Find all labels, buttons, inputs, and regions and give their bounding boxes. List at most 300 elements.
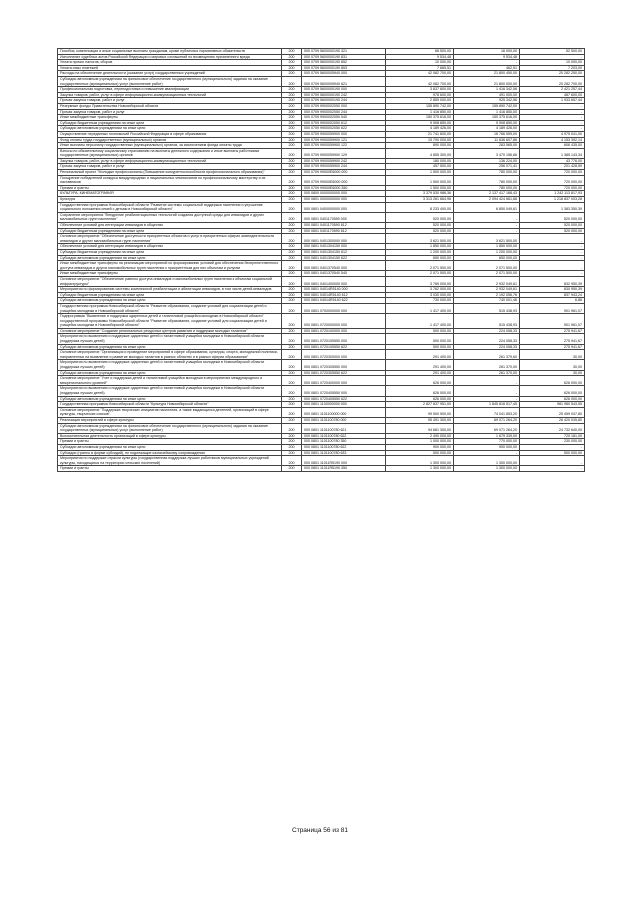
row-budget-code: 000 0801 0401304150 622 — [302, 255, 386, 261]
row-approved: 9 908 850,00 — [386, 120, 454, 126]
row-executed: 261 370,00 — [454, 360, 520, 370]
row-name: Иные межбюджетные трансферты на реализацию мероприятий по формированию условий для обеспечения беспрепятственного доступа инвалидов и других маломобильных групп населения к приоритетным для них объектам и услугам — [58, 261, 282, 271]
row-approved: 650 000,00 — [386, 255, 454, 261]
row-code: 200 — [282, 350, 302, 360]
row-code: 200 — [282, 109, 302, 115]
row-name: Субсидии автономным учреждениям на иные цели — [58, 344, 282, 350]
row-executed: 224 058,33 — [454, 334, 520, 344]
row-code: 200 — [282, 439, 302, 445]
row-code: 200 — [282, 261, 302, 271]
row-name: Уплата прочих налогов, сборов — [58, 60, 282, 66]
row-budget-code: 000 0801 0720405550 622 — [302, 396, 386, 402]
table-row — [58, 370, 585, 376]
row-name: Прочая закупка товаров, работ и услуг — [58, 109, 282, 115]
row-budget-code: 000 0709 9900059900 244 — [302, 164, 386, 170]
row-unexecuted: - — [520, 444, 585, 450]
table-row — [58, 103, 585, 109]
row-approved: 9 534,48 — [386, 54, 454, 60]
row-approved: 2 071 500,00 — [386, 261, 454, 271]
row-budget-code: 000 0801 0401170590 000 — [302, 212, 386, 222]
row-name: Вспомогательная деятельность организаций в сфере культуры — [58, 433, 282, 439]
row-executed: 740 001,46 — [454, 298, 520, 304]
row-name: Мероприятия по формированию системы комплексной реабилитации и абилитации инвалидов, в том числе детей-инвалидов — [58, 287, 282, 293]
row-executed: - — [454, 386, 520, 396]
row-executed: 16 766 559,00 — [454, 131, 520, 137]
row-approved: 1 417 400,00 — [386, 303, 454, 313]
row-unexecuted: 4 153 392,14 — [520, 137, 585, 143]
row-name: Государственная программа Новосибирской области "Развитие системы социальной поддержки населения и улучшение социального положения семей с детьми в Новосибирской области" — [58, 202, 282, 212]
row-executed: 21 800 000,00 — [454, 76, 520, 86]
row-unexecuted: - — [520, 249, 585, 255]
budget-table — [57, 48, 585, 472]
row-unexecuted: 720 000,00 — [520, 175, 585, 185]
row-executed: - — [454, 228, 520, 234]
row-approved: 457 500,00 — [386, 164, 454, 170]
row-budget-code: 000 0801 1101100000 000 — [302, 407, 386, 417]
page-number: Страница 56 из 81 — [292, 827, 348, 834]
row-unexecuted: - — [520, 456, 585, 466]
row-code: 200 — [282, 223, 302, 229]
row-code: 200 — [282, 249, 302, 255]
row-unexecuted: 20 282 700,00 — [520, 76, 585, 86]
row-executed: 2 094 424 661,68 — [454, 197, 520, 203]
row-budget-code: 000 0709 9900002050 612 — [302, 120, 386, 126]
row-name: Государственная программа Новосибирской области "Развитие образования, создание условий для социализации детей и учащейся молодежи в Новосибирской области" — [58, 303, 282, 313]
table-row — [58, 212, 585, 222]
row-approved: 94 681 300,00 — [386, 423, 454, 433]
row-name: Основное мероприятие "Обеспечение равного доступа инвалидов и маломобильных групп населения к объектам социальной инфраструктуры" — [58, 276, 282, 286]
row-unexecuted: 10 000,00 — [520, 60, 585, 66]
row-code: 200 — [282, 65, 302, 71]
row-unexecuted: 26 420 035,80 — [520, 417, 585, 423]
table-row — [58, 298, 585, 304]
table-row — [58, 148, 585, 158]
row-approved: 291 400,00 — [386, 370, 454, 376]
row-budget-code: 000 0801 0401400000 000 — [302, 276, 386, 286]
row-name: Субсидии автономным учреждениям на финансовое обеспечение государственного (муниципального) задания на оказание государственных (муниципальных) услуг (выполнение работ) — [58, 76, 282, 86]
table-body — [58, 49, 585, 472]
row-code: 200 — [282, 402, 302, 408]
row-executed: 1 416 850,00 — [454, 109, 520, 115]
row-code: 200 — [282, 76, 302, 86]
row-budget-code: 000 0801 0000000000 000 — [302, 197, 386, 203]
row-executed: 2 071 500,00 — [454, 261, 520, 271]
row-code: 200 — [282, 466, 302, 472]
row-approved: 3 313 261 664,96 — [386, 197, 454, 203]
row-budget-code: 000 0801 04014R5140 612 — [302, 292, 386, 298]
row-unexecuted: - — [520, 234, 585, 244]
row-executed: 261 370,00 — [454, 370, 520, 376]
row-unexecuted: 275 941,67 — [520, 334, 585, 344]
row-budget-code: 000 0801 11011R5190 000 — [302, 456, 386, 466]
row-budget-code: 000 0709 5600000190 242 — [302, 92, 386, 98]
row-approved: 99 500 900,00 — [386, 407, 454, 417]
row-executed: 900 000,00 — [454, 444, 520, 450]
table-row — [58, 175, 585, 185]
row-unexecuted: - — [520, 103, 585, 109]
row-approved: 1 300 000,00 — [386, 466, 454, 472]
row-name: Субсидии бюджетным учреждениям на иные цели — [58, 120, 282, 126]
row-budget-code: 000 0709 5600000190 321 — [302, 49, 386, 55]
row-unexecuted: 30,00 — [520, 370, 585, 376]
row-approved: 15 790 000,00 — [386, 137, 454, 143]
row-executed: 1 679 339,00 — [454, 433, 520, 439]
row-approved: 291 400,00 — [386, 350, 454, 360]
row-approved: 520 000,00 — [386, 212, 454, 222]
row-approved: 1 417 400,00 — [386, 314, 454, 329]
row-budget-code: 000 0801 0401304150 000 — [302, 244, 386, 250]
row-code: 200 — [282, 255, 302, 261]
row-approved: 21 741 600,00 — [386, 131, 454, 137]
row-approved: 978 600,00 — [386, 92, 454, 98]
row-budget-code: 000 0709 9900059900 121 — [302, 137, 386, 143]
row-budget-code: 000 0801 0401170590 612 — [302, 223, 386, 229]
row-name: Субсидии автономным учреждениям на иные цели — [58, 444, 282, 450]
report-sheet — [57, 48, 584, 472]
row-budget-code: 000 0801 1101100780 622 — [302, 433, 386, 439]
row-code: 200 — [282, 344, 302, 350]
table-row — [58, 244, 585, 250]
row-approved: 2 071 500,00 — [386, 271, 454, 277]
row-budget-code: 000 0709 5600000190 831 — [302, 54, 386, 60]
row-unexecuted: 520 000,00 — [520, 212, 585, 222]
row-approved: 500 000,00 — [386, 450, 454, 456]
row-unexecuted: 201 428,59 — [520, 164, 585, 170]
table-row — [58, 87, 585, 93]
row-executed: 256 071,41 — [454, 164, 520, 170]
row-budget-code: 000 0709 99000E6000 000 — [302, 175, 386, 185]
row-executed: 150 375 616,00 — [454, 115, 520, 121]
row-executed: 283 565,00 — [454, 143, 520, 149]
row-executed: 1 300 000,00 — [454, 456, 520, 466]
row-executed: 2 932 049,61 — [454, 276, 520, 286]
row-executed: 2 932 049,61 — [454, 287, 520, 293]
row-code: 200 — [282, 170, 302, 176]
row-code: 200 — [282, 54, 302, 60]
row-executed: 74 041 853,20 — [454, 407, 520, 417]
row-code: 200 — [282, 234, 302, 244]
row-name: Иные межбюджетные трансферты — [58, 271, 282, 277]
row-approved: 180 000,00 — [386, 158, 454, 164]
row-executed: 780 000,00 — [454, 185, 520, 191]
row-name: Субсидии (гранты в форме субсидий), не подлежащие казначейскому сопровождению — [58, 450, 282, 456]
row-approved: 500 000,00 — [386, 334, 454, 344]
row-approved: 4 189 426,00 — [386, 126, 454, 132]
row-unexecuted: - — [520, 120, 585, 126]
row-executed: 16 000,00 — [454, 49, 520, 55]
row-name: Культура — [58, 197, 282, 203]
row-code: 200 — [282, 271, 302, 277]
row-approved: 1 000 000,00 — [386, 439, 454, 445]
row-approved: 520 000,00 — [386, 223, 454, 229]
row-executed: 69 071 264,20 — [454, 417, 520, 423]
row-executed: 11 636 607,86 — [454, 137, 520, 143]
table-row — [58, 255, 585, 261]
row-executed: 462,51 — [454, 65, 520, 71]
row-approved: 730 000,00 — [386, 298, 454, 304]
row-name: Реализация мероприятий в сфере культуры — [58, 417, 282, 423]
row-executed: 136 224,00 — [454, 158, 520, 164]
row-approved: 2 827 837 951,00 — [386, 402, 454, 408]
row-unexecuted: 830 950,39 — [520, 287, 585, 293]
row-code: 200 — [282, 328, 302, 334]
row-approved: 900 000,00 — [386, 444, 454, 450]
row-unexecuted: - — [520, 271, 585, 277]
row-code: 200 — [282, 131, 302, 137]
row-code: 200 — [282, 360, 302, 370]
row-code: 200 — [282, 92, 302, 98]
row-executed: 1 416 342,56 — [454, 87, 520, 93]
row-budget-code: 000 0801 0720305550 000 — [302, 360, 386, 370]
row-name: Основное мероприятие "Поддержка творческих инициатив населения, а также выдающихся деятелей, организаций в сфере культуры, творческих союзов" — [58, 407, 282, 417]
row-budget-code: 000 0709 99000E6000 350 — [302, 185, 386, 191]
row-budget-code: 000 0801 0720105550 622 — [302, 344, 386, 350]
row-executed: 3 621 500,00 — [454, 234, 520, 244]
table-row — [58, 158, 585, 164]
row-code: 200 — [282, 244, 302, 250]
row-executed: 9 908 850,00 — [454, 120, 520, 126]
row-unexecuted: 720 181,00 — [520, 433, 585, 439]
row-code: 200 — [282, 71, 302, 77]
row-code: 200 — [282, 103, 302, 109]
table-row — [58, 360, 585, 370]
row-code: 200 — [282, 98, 302, 104]
row-code: 200 — [282, 423, 302, 433]
row-budget-code: 000 0709 5600005940 000 — [302, 71, 386, 77]
row-approved: 3 621 500,00 — [386, 234, 454, 244]
row-code: 200 — [282, 334, 302, 344]
row-name: Основное мероприятие "Обеспечение доступности приоритетных объектов и услуг в приоритетных сферах жизнедеятельности инвалидов и других маломобильных групп населения" — [58, 234, 282, 244]
row-code: 200 — [282, 158, 302, 164]
row-budget-code: 000 0800 0000000000 000 — [302, 191, 386, 197]
row-unexecuted: 275 941,67 — [520, 328, 585, 334]
table-row — [58, 76, 585, 86]
table-row — [58, 386, 585, 396]
row-executed: 925 342,56 — [454, 98, 520, 104]
row-budget-code: 000 0801 0720000000 000 — [302, 314, 386, 329]
row-executed: 1 845 816 517,45 — [454, 402, 520, 408]
row-name: Поощрение победителей конкурса международных и национальных чемпионатов по профессиональному мастерству и их наставников — [58, 175, 282, 185]
row-unexecuted: 24 732 640,00 — [520, 423, 585, 433]
row-budget-code: 000 0709 9900002050 244 — [302, 109, 386, 115]
row-approved: 500 000,00 — [386, 328, 454, 334]
table-row — [58, 143, 585, 149]
row-name: КУЛЬТУРА, КИНЕМАТОГРАФИЯ — [58, 191, 282, 197]
row-executed: 780 000,00 — [454, 175, 520, 185]
row-code: 200 — [282, 164, 302, 170]
row-name: Закупка товаров, работ, услуг в сфере информационно-коммуникационных технологий — [58, 92, 282, 98]
row-executed: 155 890 742,00 — [454, 103, 520, 109]
row-budget-code: 000 0801 1101100780 621 — [302, 423, 386, 433]
table-row — [58, 71, 585, 77]
row-executed: 1 200 000,00 — [454, 249, 520, 255]
row-unexecuted: 1 385 143,34 — [520, 148, 585, 158]
row-name: Субсидии бюджетным учреждениям на иные цели — [58, 228, 282, 234]
table-row — [58, 49, 585, 55]
row-name: Обеспечение условий для интеграции инвалидов в общество — [58, 223, 282, 229]
row-code: 200 — [282, 298, 302, 304]
table-row — [58, 131, 585, 137]
table-row — [58, 92, 585, 98]
row-unexecuted: 4 975 041,00 — [520, 131, 585, 137]
table-row — [58, 402, 585, 408]
row-name: Фонд оплаты труда государственных (муниципальных) органов — [58, 137, 282, 143]
row-code: 200 — [282, 450, 302, 456]
table-row — [58, 170, 585, 176]
row-executed: - — [454, 223, 520, 229]
row-name: Региональный проект "Молодые профессионалы (Повышение конкурентоспособности профессионального образования)" — [58, 170, 282, 176]
row-budget-code: 000 0709 9900059900 129 — [302, 148, 386, 158]
row-budget-code: 000 0801 0401370540 000 — [302, 261, 386, 271]
row-unexecuted: 837 943,24 — [520, 292, 585, 298]
row-approved: 7 665,51 — [386, 65, 454, 71]
row-name: Премии и гранты — [58, 439, 282, 445]
row-code: 200 — [282, 191, 302, 197]
row-code: 200 — [282, 396, 302, 402]
row-executed: 69 071 264,20 — [454, 423, 520, 433]
row-executed: 2 137 417 168,43 — [454, 191, 520, 197]
row-unexecuted: - — [520, 126, 585, 132]
row-unexecuted: 626 000,00 — [520, 396, 585, 402]
table-row — [58, 334, 585, 344]
row-approved: 1 500 000,00 — [386, 185, 454, 191]
row-code: 200 — [282, 87, 302, 93]
row-approved: 3 762 000,00 — [386, 287, 454, 293]
row-name: Осуществление переданных полномочий Российской Федерации в сфере образования — [58, 131, 282, 137]
row-code: 200 — [282, 287, 302, 293]
row-budget-code: 000 0709 9900059900 242 — [302, 158, 386, 164]
row-executed: 515 438,93 — [454, 314, 520, 329]
row-unexecuted: 500 000,00 — [520, 450, 585, 456]
row-unexecuted: 720 000,00 — [520, 185, 585, 191]
row-name: Прочая закупка товаров, работ и услуг — [58, 164, 282, 170]
row-approved: 3 030 000,00 — [386, 292, 454, 298]
row-approved: 150 375 616,00 — [386, 115, 454, 121]
row-code: 200 — [282, 376, 302, 386]
row-budget-code: 000 0709 9900002050 622 — [302, 126, 386, 132]
row-unexecuted: 520 000,00 — [520, 228, 585, 234]
row-budget-code: 000 0801 1101100780 633 — [302, 450, 386, 456]
row-approved: 1 500 000,00 — [386, 175, 454, 185]
table-row — [58, 433, 585, 439]
row-executed: 491 000,00 — [454, 92, 520, 98]
row-budget-code: 000 0801 0720100000 000 — [302, 328, 386, 334]
row-approved: 626 000,00 — [386, 396, 454, 402]
table-row — [58, 303, 585, 313]
table-row — [58, 328, 585, 334]
row-name: Мероприятия по поддержке отрасли культуры (государственная поддержка лучших работников муниципальных учреждений культуры, находящихся на территории сельских поселений) — [58, 456, 282, 466]
row-approved: 66 500,00 — [386, 49, 454, 55]
row-name: Субсидии автономным учреждениям на иные цели — [58, 396, 282, 402]
row-budget-code: 000 0801 0700000000 000 — [302, 303, 386, 313]
row-code: 200 — [282, 120, 302, 126]
table-row — [58, 292, 585, 298]
row-name: Исполнение судебных актов Российской Федерации и мировых соглашений по возмещению причиненного вреда — [58, 54, 282, 60]
row-executed: 3 470 156,66 — [454, 148, 520, 158]
row-unexecuted: 1 933 657,44 — [520, 98, 585, 104]
row-unexecuted: 30,00 — [520, 360, 585, 370]
row-unexecuted: 981 980 543,55 — [520, 402, 585, 408]
row-unexecuted: 6,86 — [520, 298, 585, 304]
row-budget-code: 000 0709 9900002050 540 — [302, 115, 386, 121]
row-executed: 1 300 000,00 — [454, 466, 520, 472]
row-budget-code: 000 0801 0720400000 000 — [302, 376, 386, 386]
row-executed: - — [454, 450, 520, 456]
row-executed: - — [454, 396, 520, 402]
table-row — [58, 407, 585, 417]
row-approved: 626 000,00 — [386, 376, 454, 386]
row-executed: 770 000,00 — [454, 439, 520, 445]
row-unexecuted: 832 950,39 — [520, 276, 585, 286]
row-approved: 95 491 300,00 — [386, 417, 454, 423]
row-code: 200 — [282, 185, 302, 191]
row-approved: 2 859 000,00 — [386, 98, 454, 104]
row-unexecuted: 901 961,07 — [520, 303, 585, 313]
row-code: 200 — [282, 197, 302, 203]
row-executed: 650 000,00 — [454, 255, 520, 261]
row-code: 200 — [282, 433, 302, 439]
row-unexecuted: 720 000,00 — [520, 170, 585, 176]
row-approved: 3 379 530 986,36 — [386, 191, 454, 197]
row-executed: 4 189 426,00 — [454, 126, 520, 132]
row-budget-code: 000 0709 5600005940 621 — [302, 76, 386, 86]
row-code: 200 — [282, 456, 302, 466]
row-unexecuted: 25 459 047,80 — [520, 407, 585, 417]
table-row — [58, 120, 585, 126]
row-code: 200 — [282, 417, 302, 423]
row-executed: 780 000,00 — [454, 170, 520, 176]
table-row — [58, 466, 585, 472]
row-name: Пособия, компенсации и иные социальные выплаты гражданам, кроме публичных нормативных обязательств — [58, 49, 282, 55]
row-budget-code: 000 0801 04014R5140 622 — [302, 298, 386, 304]
row-approved: 42 082 700,00 — [386, 76, 454, 86]
table-row — [58, 126, 585, 132]
row-code: 200 — [282, 370, 302, 376]
row-budget-code: 000 0709 5600000190 852 — [302, 60, 386, 66]
row-approved: 1 416 850,00 — [386, 109, 454, 115]
row-unexecuted: 626 000,00 — [520, 386, 585, 396]
row-unexecuted: - — [520, 109, 585, 115]
row-approved: 2 490 000,00 — [386, 433, 454, 439]
row-code: 200 — [282, 143, 302, 149]
table-row — [58, 344, 585, 350]
row-name: Премии и гранты — [58, 185, 282, 191]
row-budget-code: 000 0801 0720305550 622 — [302, 370, 386, 376]
row-code: 200 — [282, 303, 302, 313]
table-row — [58, 234, 585, 244]
row-unexecuted: 275 941,67 — [520, 344, 585, 350]
row-code: 200 — [282, 228, 302, 234]
table-row — [58, 456, 585, 466]
row-budget-code: 000 0709 9900059900 122 — [302, 143, 386, 149]
row-budget-code: 000 0801 1100000000 000 — [302, 402, 386, 408]
row-approved: 520 000,00 — [386, 228, 454, 234]
row-unexecuted: 487 600,00 — [520, 92, 585, 98]
table-row — [58, 423, 585, 433]
row-budget-code: 000 0709 5600000190 853 — [302, 65, 386, 71]
row-code: 200 — [282, 126, 302, 132]
row-name: Основное мероприятие "Учет и поддержка детей и талантливой учащейся молодежи в мероприятиях международного и межрегионального уровней" — [58, 376, 282, 386]
table-row — [58, 249, 585, 255]
row-executed: 224 058,33 — [454, 344, 520, 350]
row-code: 200 — [282, 386, 302, 396]
row-budget-code: 000 0801 0401304150 612 — [302, 249, 386, 255]
row-budget-code: 000 0801 1101100780 350 — [302, 439, 386, 445]
row-unexecuted: - — [520, 261, 585, 271]
row-unexecuted: 2 421 257,44 — [520, 87, 585, 93]
row-unexecuted: - — [520, 115, 585, 121]
row-unexecuted: 52 500,00 — [520, 49, 585, 55]
